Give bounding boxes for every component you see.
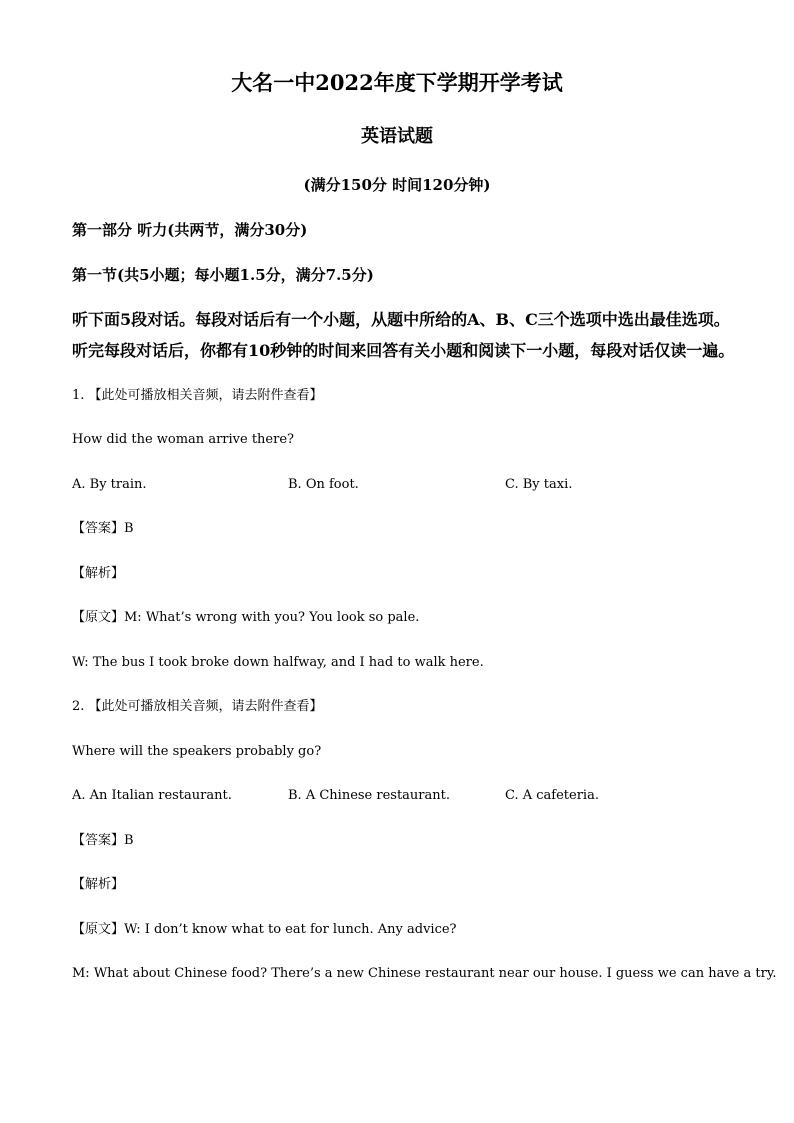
analysis-label: 【解析】 bbox=[72, 877, 125, 892]
section-heading: 第一节(共5小题；每小题1.5分，满分7.5分) bbox=[72, 266, 374, 284]
audio-note: 2. 【此处可播放相关音频，请去附件查看】 bbox=[72, 699, 323, 714]
options-row bbox=[0, 789, 794, 805]
option-b: B. On foot. bbox=[288, 477, 359, 492]
transcript-line: W: The bus I took broke down halfway, and I had to walk here. bbox=[72, 655, 484, 670]
score-time-note: (满分150分 时间120分钟) bbox=[303, 176, 491, 194]
transcript-line: 【原文】M: What’s wrong with you? You look so pale. bbox=[72, 610, 420, 625]
options-row bbox=[0, 478, 794, 494]
instructions-line-2: 听完每段对话后，你都有10秒钟的时间来回答有关小题和阅读下一小题，每段对话仅读一遍。 bbox=[72, 341, 735, 360]
question-text: Where will the speakers probably go? bbox=[72, 744, 322, 759]
option-b: B. A Chinese restaurant. bbox=[288, 788, 450, 803]
exam-title: 大名一中2022年度下学期开学考试 bbox=[231, 70, 563, 95]
part-heading: 第一部分 听力(共两节，满分30分) bbox=[72, 221, 308, 239]
option-a: A. An Italian restaurant. bbox=[72, 788, 232, 803]
question-text: How did the woman arrive there? bbox=[72, 432, 294, 447]
option-a: A. By train. bbox=[72, 477, 147, 492]
transcript-line: 【原文】W: I don’t know what to eat for lunch. Any advice? bbox=[72, 922, 457, 937]
answer-label: 【答案】B bbox=[72, 833, 134, 848]
audio-note: 1. 【此处可播放相关音频，请去附件查看】 bbox=[72, 388, 323, 403]
answer-label: 【答案】B bbox=[72, 521, 134, 536]
option-c: C. A cafeteria. bbox=[505, 788, 599, 803]
transcript-line: M: What about Chinese food? There’s a new Chinese restaurant near our house. I guess we can have a try. bbox=[72, 966, 777, 981]
subject-title: 英语试题 bbox=[361, 126, 433, 147]
instructions-line-1: 听下面5段对话。每段对话后有一个小题，从题中所给的A、B、C三个选项中选出最佳选项。 bbox=[72, 310, 730, 329]
option-c: C. By taxi. bbox=[505, 477, 573, 492]
analysis-label: 【解析】 bbox=[72, 566, 125, 581]
